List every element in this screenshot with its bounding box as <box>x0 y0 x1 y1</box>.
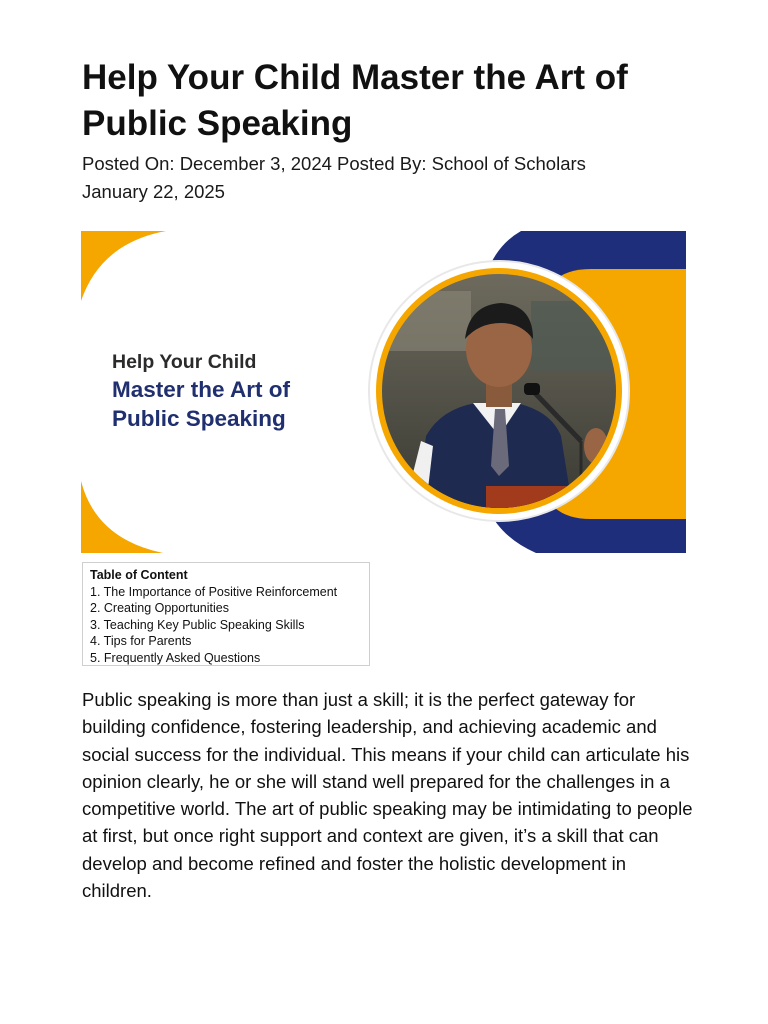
intro-paragraph: Public speaking is more than just a skill; it is the perfect gateway for building confidence, fostering leadership, and achieving academic and social success for the individual. This means if your child can articulate his opinion clearly, he or she will stand well prepared for the challenges in a competitive world. The art of public speaking may be intimidating to people at first, but once right support and context are given, it’s a skill that can develop and become refined and foster the holistic development in children. <box>82 689 693 902</box>
orange-corner-top-shape <box>81 231 166 301</box>
toc-item-faq[interactable]: 5. Frequently Asked Questions <box>90 650 261 665</box>
article-meta <box>82 150 722 206</box>
banner-heading <box>112 349 372 433</box>
featured-banner-image <box>81 231 686 553</box>
toc-item-tips-for-parents[interactable]: 4. Tips for Parents <box>90 634 192 648</box>
banner-heading-line1: Help Your Child <box>112 351 257 373</box>
orange-corner-bottom-shape <box>81 481 163 553</box>
toc-list <box>90 584 362 667</box>
posted-by: Posted By: School of Scholars <box>337 153 586 174</box>
toc-item-key-skills[interactable]: 3. Teaching Key Public Speaking Skills <box>90 617 305 632</box>
table-of-contents <box>82 562 370 666</box>
article-title: Help Your Child Master the Art of Public Speaking <box>82 58 628 143</box>
posted-on: Posted On: December 3, 2024 <box>82 153 332 174</box>
banner-heading-line3: Public Speaking <box>112 406 286 431</box>
banner-heading-line2: Master the Art of <box>112 377 290 402</box>
toc-item-creating-opportunities[interactable]: 2. Creating Opportunities <box>90 601 229 615</box>
updated-date: January 22, 2025 <box>82 181 225 202</box>
toc-title: Table of Content <box>90 568 188 582</box>
toc-item-positive-reinforcement[interactable]: 1. The Importance of Positive Reinforcement <box>90 584 338 599</box>
